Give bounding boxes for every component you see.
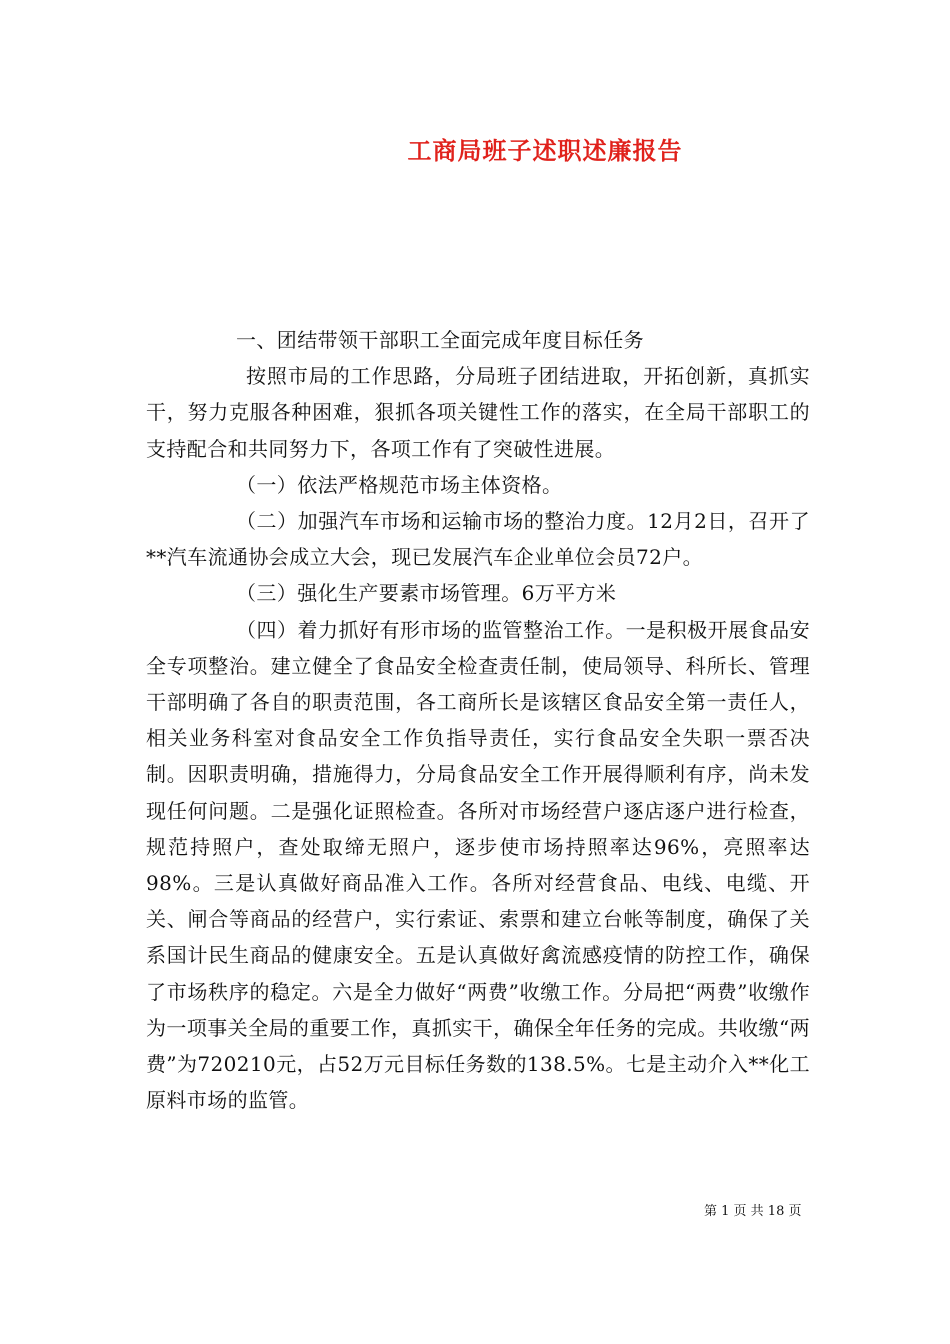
paragraph-item-1: （一）依法严格规范市场主体资格。 [236,472,563,497]
document-title: 工商局班子述职述廉报告 [407,136,683,165]
paragraph-item-3: （三）强化生产要素市场管理。6万平方米 [236,581,617,606]
page-number: 第 1 页 共 18 页 [704,1204,802,1219]
paragraph-intro: 按照市局的工作思路，分局班子团结进取，开拓创新，真抓实干，努力克服各种困难，狠抓各项关键性工作的落实，在全局干部职工的支持配合和共同努力下，各项工作有了突破性进展。 [146,364,810,461]
paragraph-item-2: （二）加强汽车市场和运输市场的整治力度。12月2日，召开了**汽车流通协会成立大会，现已发展汽车企业单位会员72户。 [146,509,810,570]
document-body [146,322,810,1118]
section-heading: 一、团结带领干部职工全面完成年度目标任务 [236,328,644,352]
paragraph-item-4: （四）着力抓好有形市场的监管整治工作。一是积极开展食品安全专项整治。建立健全了食品安全检查责任制，使局领导、科所长、管理干部明确了各自的职责范围，各工商所长是该辖区食品安全第一责任人，相关业务科室对食品安全工作负指导责任，实行食品安全失职一票否决制。因职责明确，措施得力，分局食品安全工作开展得顺利有序，尚未发现任何问题。二是强化证照检查。各所对市场经营户逐店逐户进行检查，规范持照户，查处取缔无照户，逐步使市场持照率达96%，亮照率达98%。三是认真做好商品准入工作。各所对经营食品、电线、电缆、开关、闸合等商品的经营户，实行索证、索票和建立台帐等制度，确保了关系国计民生商品的健康安全。五是认真做好禽流感疫情的防控工作，确保了市场秩序的稳定。六是全力做好“两费”收缴工作。分局把“两费”收缴作为一项事关全局的重要工作，真抓实干，确保全年任务的完成。共收缴“两费”为720210元，占52万元目标任务数的138.5%。七是主动介入**化工原料市场的监管。 [146,617,810,1113]
